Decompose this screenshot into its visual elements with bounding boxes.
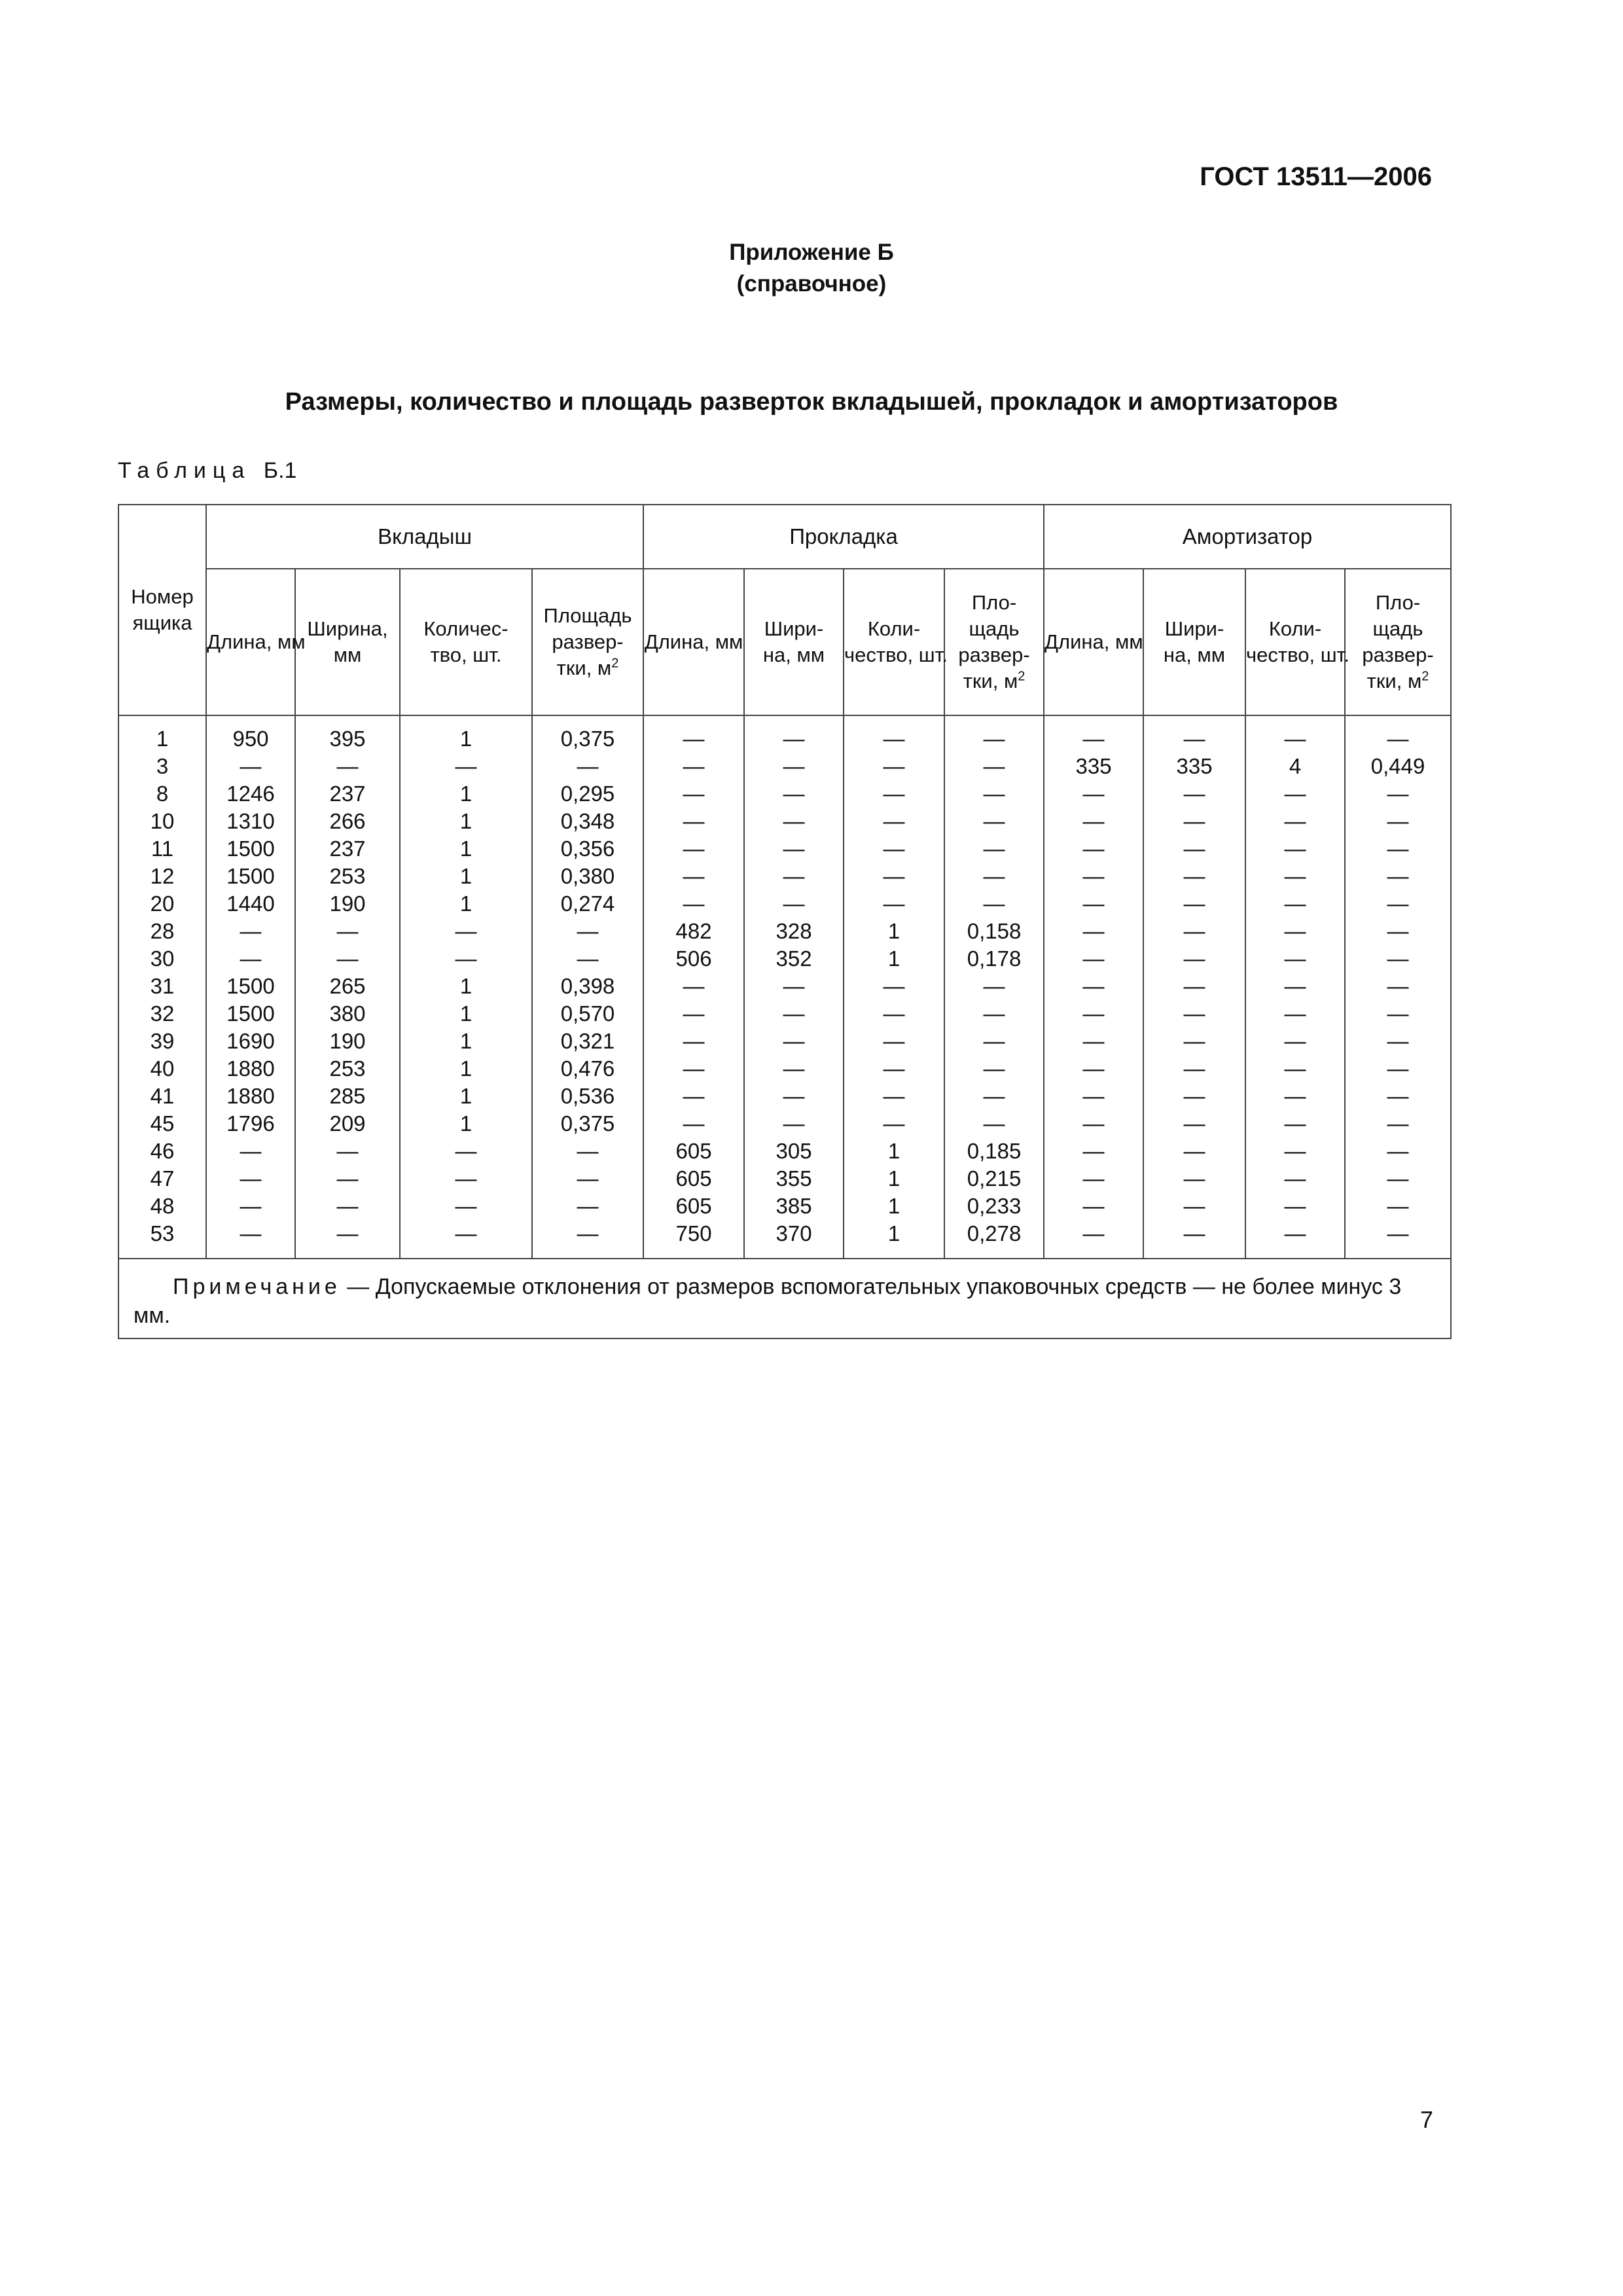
table-cell: — <box>683 1056 705 1081</box>
table-cell: — <box>1082 1194 1105 1218</box>
table-cell: 39 <box>150 1029 175 1053</box>
table-cell: — <box>1387 946 1409 971</box>
table-cell: 31 <box>150 974 175 998</box>
subheader-cell: Пло- щадь развер- тки, $м^2$ <box>1345 569 1451 715</box>
subheader-cell: Ширина, мм <box>295 569 400 715</box>
table-cell: — <box>883 974 905 998</box>
table-cell: 1 <box>459 1001 473 1026</box>
table-cell: 1 <box>459 1084 473 1108</box>
table-cell: — <box>983 809 1005 833</box>
table-cell: — <box>1082 1139 1105 1163</box>
table-cell: 30 <box>150 946 175 971</box>
table-cell: 1880 <box>226 1056 275 1081</box>
table-cell: 4 <box>1289 754 1302 778</box>
table-cell: 237 <box>329 781 366 806</box>
subheader-cell: Длина, мм <box>643 569 744 715</box>
table-cell: 47 <box>150 1166 175 1191</box>
table-cell: — <box>1082 1056 1105 1081</box>
group-header-shock-absorber: Амортизатор <box>1044 505 1451 569</box>
box-number-header <box>118 505 206 715</box>
table-cell: — <box>983 836 1005 861</box>
table-cell: — <box>1183 1084 1205 1108</box>
subheader-row <box>118 569 1451 715</box>
table-cell: 0,278 <box>967 1221 1022 1246</box>
table-cell: 40 <box>150 1056 175 1081</box>
table-cell: — <box>1183 1194 1205 1218</box>
subheader-cell: Шири- на, мм <box>1143 569 1245 715</box>
table-cell: — <box>1183 974 1205 998</box>
table-cell: — <box>1082 974 1105 998</box>
table-cell: — <box>1284 1139 1306 1163</box>
appendix-kind: (справочное) <box>736 271 887 296</box>
table-cell: — <box>683 974 705 998</box>
table-cell: — <box>1387 864 1409 888</box>
table-cell: 0,274 <box>560 891 615 916</box>
table-cell: 1 <box>459 864 473 888</box>
table-cell: — <box>1183 1111 1205 1136</box>
table-cell: — <box>683 809 705 833</box>
table-cell: — <box>240 754 262 778</box>
header-word: ящика <box>132 611 192 634</box>
table-cell: — <box>1284 919 1306 943</box>
header-word: Номер <box>131 585 194 608</box>
table-cell: — <box>240 1194 262 1218</box>
table-cell: — <box>883 754 905 778</box>
table-cell: — <box>577 754 599 778</box>
subheader-cell: Коли- чество, шт. <box>844 569 944 715</box>
table-cell: 12 <box>150 864 175 888</box>
table-cell: 385 <box>776 1194 812 1218</box>
table-cell: — <box>1183 864 1205 888</box>
table-cell: — <box>336 919 359 943</box>
table-cell: — <box>455 754 477 778</box>
table-cell: — <box>883 781 905 806</box>
table-cell: 11 <box>151 836 174 861</box>
table-cell: — <box>1183 1221 1205 1246</box>
table-cell: — <box>783 836 805 861</box>
table-cell: 32 <box>150 1001 175 1026</box>
value-column <box>400 715 532 1259</box>
subheader-cell: Пло- щадь развер- тки, $м^2$ <box>944 569 1044 715</box>
table-cell: — <box>1387 836 1409 861</box>
note-text: — Допускаемые отклонения от размеров вспомогательных упаковочных средств — не более минус 3 мм. <box>134 1274 1402 1328</box>
table-cell: — <box>1387 891 1409 916</box>
table-cell: — <box>883 726 905 751</box>
subheader-cell: Площадь развер- тки, $м^2$ <box>532 569 643 715</box>
table-cell: 1246 <box>226 781 275 806</box>
table-cell: — <box>883 891 905 916</box>
table-cell: 1 <box>459 726 473 751</box>
box-number-column <box>118 715 206 1259</box>
table-cell: 352 <box>776 946 812 971</box>
table-cell: 46 <box>150 1139 175 1163</box>
table-cell: — <box>336 1166 359 1191</box>
table-cell: — <box>783 974 805 998</box>
table-cell: 605 <box>675 1166 712 1191</box>
table-cell: 355 <box>776 1166 812 1191</box>
table-cell: — <box>455 919 477 943</box>
table-note <box>118 1259 1451 1338</box>
table-cell: 1440 <box>226 891 275 916</box>
table-cell: — <box>983 1111 1005 1136</box>
table-cell: — <box>683 891 705 916</box>
table-cell: — <box>1082 1084 1105 1108</box>
section-title: Размеры, количество и площадь разверток вкладышей, прокладок и амортизаторов <box>285 388 1338 416</box>
note-lead: Примечание <box>173 1274 341 1299</box>
table-cell: 1500 <box>226 836 275 861</box>
table-cell: — <box>1284 1029 1306 1053</box>
table-cell: — <box>783 809 805 833</box>
table-cell: — <box>577 946 599 971</box>
table-cell: 190 <box>329 1029 366 1053</box>
table-cell: — <box>1284 974 1306 998</box>
table-cell: — <box>1284 864 1306 888</box>
table-cell: — <box>783 1001 805 1026</box>
table-cell: — <box>883 1111 905 1136</box>
subheader-cell: Длина, мм <box>206 569 295 715</box>
table-cell: — <box>883 1084 905 1108</box>
table-cell: 285 <box>329 1084 366 1108</box>
table-cell: 1 <box>887 1139 901 1163</box>
table-cell: — <box>1284 1166 1306 1191</box>
table-cell: — <box>983 1029 1005 1053</box>
table-cell: 10 <box>150 809 175 833</box>
table-cell: — <box>1387 726 1409 751</box>
table-cell: — <box>883 809 905 833</box>
table-cell: 0,185 <box>967 1139 1022 1163</box>
table-cell: 605 <box>675 1139 712 1163</box>
table-cell: — <box>1183 1139 1205 1163</box>
table-cell: — <box>983 1001 1005 1026</box>
table-cell: 53 <box>150 1221 175 1246</box>
table-cell: — <box>577 1139 599 1163</box>
table-cell: — <box>1082 1029 1105 1053</box>
table-cell: 370 <box>776 1221 812 1246</box>
table-cell: — <box>1082 864 1105 888</box>
table-cell: 0,380 <box>560 864 615 888</box>
table-cell: — <box>983 726 1005 751</box>
table-cell: — <box>683 1029 705 1053</box>
table-cell: — <box>1284 946 1306 971</box>
table-cell: 3 <box>156 754 169 778</box>
table-cell: 1 <box>156 726 169 751</box>
table-cell: 1 <box>887 1194 901 1218</box>
table-cell: — <box>783 864 805 888</box>
table-cell: 750 <box>675 1221 712 1246</box>
table-cell: 265 <box>329 974 366 998</box>
table-cell: 0,476 <box>560 1056 615 1081</box>
table-cell: 1690 <box>226 1029 275 1053</box>
table-cell: — <box>1387 974 1409 998</box>
table-cell: — <box>783 1056 805 1081</box>
table-cell: 190 <box>329 891 366 916</box>
table-cell: — <box>1387 1166 1409 1191</box>
table-cell: — <box>240 919 262 943</box>
table-cell: 0,375 <box>560 1111 615 1136</box>
table-cell: — <box>783 1084 805 1108</box>
table-cell: — <box>883 1001 905 1026</box>
table-cell: — <box>683 864 705 888</box>
table-cell: — <box>1183 1056 1205 1081</box>
table-cell: — <box>1082 726 1105 751</box>
value-column <box>1044 715 1143 1259</box>
subheader-cell: Количес- тво, шт. <box>400 569 532 715</box>
table-cell: 0,570 <box>560 1001 615 1026</box>
table-cell: — <box>1183 781 1205 806</box>
value-column <box>844 715 944 1259</box>
table-cell: 506 <box>675 946 712 971</box>
document-id: ГОСТ 13511—2006 <box>1200 162 1432 191</box>
table-cell: — <box>240 1166 262 1191</box>
table-cell: — <box>1284 726 1306 751</box>
subheader-cell: Длина, мм <box>1044 569 1143 715</box>
table-cell: 0,295 <box>560 781 615 806</box>
table-cell: — <box>1387 1056 1409 1081</box>
table-cell: — <box>1387 1001 1409 1026</box>
table-cell: — <box>1183 1001 1205 1026</box>
table-cell: — <box>1284 836 1306 861</box>
table-cell: — <box>577 919 599 943</box>
table-cell: — <box>683 781 705 806</box>
table-cell: 253 <box>329 864 366 888</box>
table-cell: — <box>1082 836 1105 861</box>
table-cell: — <box>1387 1084 1409 1108</box>
table-cell: — <box>1082 809 1105 833</box>
table-cell: — <box>683 1001 705 1026</box>
table-cell: — <box>1082 1221 1105 1246</box>
table-cell: — <box>577 1166 599 1191</box>
table-cell: 335 <box>1176 754 1213 778</box>
table-cell: — <box>983 781 1005 806</box>
value-column <box>643 715 744 1259</box>
table-cell: 0,158 <box>967 919 1022 943</box>
table-cell: — <box>783 891 805 916</box>
table-cell: 328 <box>776 919 812 943</box>
page-number: 7 <box>1419 2106 1433 2133</box>
table-cell: — <box>983 1084 1005 1108</box>
table-cell: 1880 <box>226 1084 275 1108</box>
table-cell: 1 <box>459 836 473 861</box>
table-cell: 20 <box>150 891 175 916</box>
table-cell: 335 <box>1075 754 1112 778</box>
table-cell: — <box>983 891 1005 916</box>
table-cell: 1 <box>459 809 473 833</box>
table-cell: — <box>577 1194 599 1218</box>
table-cell: 0,375 <box>560 726 615 751</box>
table-cell: — <box>455 1166 477 1191</box>
table-cell: 605 <box>675 1194 712 1218</box>
table-cell: — <box>240 1221 262 1246</box>
table-cell: 41 <box>150 1084 175 1108</box>
table-cell: 0,321 <box>560 1029 615 1053</box>
table-cell: 0,233 <box>967 1194 1022 1218</box>
table-cell: — <box>1183 836 1205 861</box>
table-cell: — <box>883 1056 905 1081</box>
table-cell: — <box>883 864 905 888</box>
table-cell: — <box>983 754 1005 778</box>
table-cell: — <box>1387 1029 1409 1053</box>
table-cell: — <box>683 1111 705 1136</box>
table-cell: — <box>1387 1139 1409 1163</box>
table-cell: 266 <box>329 809 366 833</box>
value-column <box>1143 715 1245 1259</box>
table-cell: 1500 <box>226 974 275 998</box>
table-cell: 950 <box>232 726 269 751</box>
value-column <box>744 715 844 1259</box>
appendix-title: Приложение Б <box>729 240 894 265</box>
table-cell: — <box>1284 1056 1306 1081</box>
table-cell: 1 <box>459 1056 473 1081</box>
table-cell: 8 <box>156 781 169 806</box>
value-column <box>295 715 400 1259</box>
table-cell: — <box>455 946 477 971</box>
table-cell: — <box>1183 1166 1205 1191</box>
value-column <box>1245 715 1345 1259</box>
table-cell: — <box>1183 891 1205 916</box>
value-column <box>206 715 295 1259</box>
table-cell: — <box>1082 891 1105 916</box>
table-cell: — <box>683 1084 705 1108</box>
table-row <box>118 715 1451 1259</box>
table-cell: — <box>455 1194 477 1218</box>
table-cell: — <box>577 1221 599 1246</box>
table-cell: — <box>683 754 705 778</box>
table-cell: — <box>783 726 805 751</box>
table-cell: — <box>883 836 905 861</box>
table-cell: 1500 <box>226 1001 275 1026</box>
table-cell: — <box>336 1221 359 1246</box>
table-cell: 0,215 <box>967 1166 1022 1191</box>
table-cell: 1 <box>459 1029 473 1053</box>
table-cell: — <box>1387 809 1409 833</box>
table-cell: 1 <box>459 891 473 916</box>
table-cell: 45 <box>150 1111 175 1136</box>
table-cell: — <box>336 946 359 971</box>
table-cell: — <box>1082 781 1105 806</box>
table-cell: — <box>983 864 1005 888</box>
table-cell: — <box>1082 946 1105 971</box>
table-cell: 1 <box>459 1111 473 1136</box>
table-cell: 0,398 <box>560 974 615 998</box>
table-cell: 395 <box>329 726 366 751</box>
subheader-cell: Коли- чество, шт. <box>1245 569 1345 715</box>
table-cell: — <box>883 1029 905 1053</box>
table-cell: — <box>1082 1111 1105 1136</box>
data-table <box>118 504 1452 1339</box>
table-cell: — <box>1183 809 1205 833</box>
table-cell: — <box>1284 1001 1306 1026</box>
table-cell: 1 <box>459 781 473 806</box>
table-cell: — <box>1082 919 1105 943</box>
table-cell: — <box>1284 1221 1306 1246</box>
table-cell: 305 <box>776 1139 812 1163</box>
table-cell: — <box>1183 726 1205 751</box>
table-cell: 1310 <box>226 809 275 833</box>
table-cell: — <box>683 726 705 751</box>
table-cell: — <box>1387 1111 1409 1136</box>
appendix-heading <box>0 237 1623 300</box>
table-cell: — <box>1284 1194 1306 1218</box>
table-cell: 48 <box>150 1194 175 1218</box>
table-cell: 380 <box>329 1001 366 1026</box>
table-cell: — <box>1183 946 1205 971</box>
value-column <box>1345 715 1451 1259</box>
table-cell: — <box>336 754 359 778</box>
table-cell: 209 <box>329 1111 366 1136</box>
table-cell: — <box>1183 1029 1205 1053</box>
table-cell: — <box>1387 919 1409 943</box>
table-cell: — <box>336 1139 359 1163</box>
table-label: Таблица Б.1 <box>118 458 297 483</box>
table-cell: 28 <box>150 919 175 943</box>
table-cell: — <box>240 946 262 971</box>
table-cell: 1 <box>887 1166 901 1191</box>
group-header-liner: Вкладыш <box>206 505 643 569</box>
table-cell: — <box>783 1111 805 1136</box>
table-cell: 1500 <box>226 864 275 888</box>
table-cell: 0,348 <box>560 809 615 833</box>
table-cell: 0,356 <box>560 836 615 861</box>
table-cell: — <box>983 1056 1005 1081</box>
table-cell: — <box>1284 1084 1306 1108</box>
table-cell: 0,178 <box>967 946 1022 971</box>
table-cell: — <box>336 1194 359 1218</box>
value-column <box>944 715 1044 1259</box>
table-cell: — <box>783 1029 805 1053</box>
table-cell: 237 <box>329 836 366 861</box>
table-cell: 1 <box>887 1221 901 1246</box>
table-cell: — <box>1284 891 1306 916</box>
table-cell: 482 <box>675 919 712 943</box>
value-column <box>532 715 643 1259</box>
table-cell: — <box>1387 781 1409 806</box>
table-cell: 0,536 <box>560 1084 615 1108</box>
table-cell: — <box>1284 781 1306 806</box>
table-cell: — <box>683 836 705 861</box>
table-cell: 1 <box>887 919 901 943</box>
table-cell: — <box>455 1221 477 1246</box>
table-cell: 1 <box>887 946 901 971</box>
table-cell: 1 <box>459 974 473 998</box>
table-cell: 0,449 <box>1370 754 1425 778</box>
table-cell: — <box>1183 919 1205 943</box>
table-cell: — <box>1082 1166 1105 1191</box>
subheader-cell: Шири- на, мм <box>744 569 844 715</box>
table-cell: — <box>1082 1001 1105 1026</box>
table-cell: — <box>983 974 1005 998</box>
table-cell: — <box>783 781 805 806</box>
table-cell: 253 <box>329 1056 366 1081</box>
table-cell: — <box>1284 809 1306 833</box>
table-cell: 1796 <box>226 1111 275 1136</box>
table-cell: — <box>783 754 805 778</box>
table-cell: — <box>1387 1194 1409 1218</box>
table-cell: — <box>455 1139 477 1163</box>
table-cell: — <box>1387 1221 1409 1246</box>
table-cell: — <box>240 1139 262 1163</box>
group-header-pad: Прокладка <box>643 505 1044 569</box>
table-cell: — <box>1284 1111 1306 1136</box>
